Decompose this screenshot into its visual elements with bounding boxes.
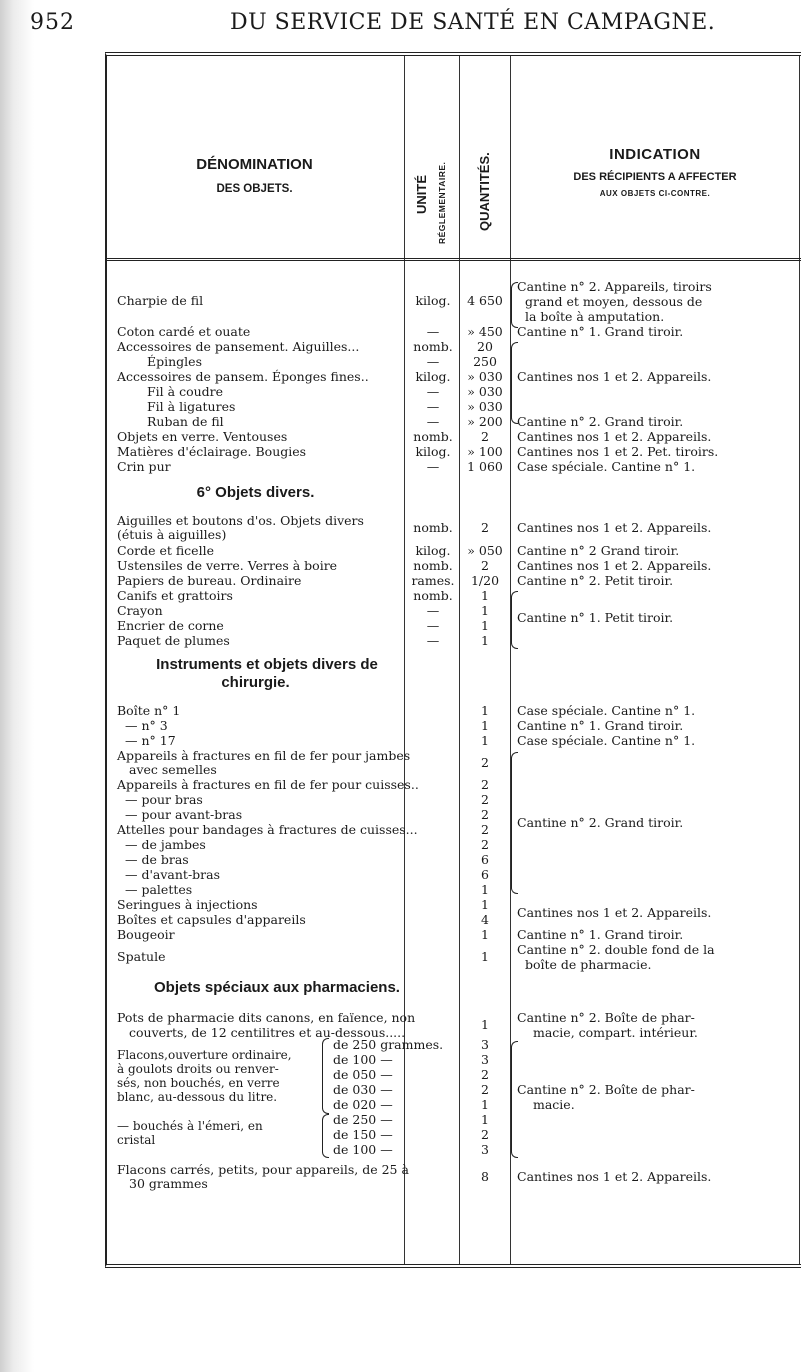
row-qty: » 200 <box>467 414 503 429</box>
row-qty: » 450 <box>467 324 503 339</box>
bouches-label: cristal <box>117 1133 156 1147</box>
row-unit: nomb. <box>413 429 453 444</box>
section-heading-instruments: Instruments et objets divers de <box>156 656 378 673</box>
row-qty: 1/20 <box>470 573 500 588</box>
row-label: Crayon <box>117 603 163 618</box>
flacons-size: de 030 — <box>333 1082 393 1097</box>
flacons-size: de 250 grammes. <box>333 1037 444 1052</box>
row-label: Appareils à fractures en fil de fer pour jambes <box>117 748 411 763</box>
row-qty: 1 <box>481 703 489 718</box>
row-qty: 3 <box>481 1037 489 1052</box>
row-qty: 2 <box>481 1082 489 1097</box>
row-unit: — <box>426 633 440 648</box>
row-unit: kilog. <box>415 293 451 308</box>
row-label: — n° 17 <box>125 733 176 748</box>
row-label: Encrier de corne <box>117 618 224 633</box>
row-indication: Cantine n° 2. Petit tiroir. <box>517 573 674 588</box>
row-label: Attelles pour bandages à fractures de cuisses... <box>117 822 418 837</box>
section-heading-objets-divers: 6° Objets divers. <box>196 484 315 501</box>
flacons-size: de 050 — <box>333 1067 393 1082</box>
row-label: Accessoires de pansement. Aiguilles... <box>117 339 360 354</box>
row-qty: » 050 <box>467 543 503 558</box>
row-indication: Cantine n° 1. Grand tiroir. <box>517 718 684 733</box>
row-qty: 20 <box>477 339 493 354</box>
row-label: Canifs et grattoirs <box>117 588 233 603</box>
row-unit: — <box>426 603 440 618</box>
row-label: Fil à ligatures <box>147 399 236 414</box>
row-indication: Cantines nos 1 et 2. Appareils. <box>517 429 712 444</box>
row-indication: Cantines nos 1 et 2. Appareils. <box>517 1169 712 1184</box>
row-unit: nomb. <box>413 339 453 354</box>
row-indication: Cantine n° 1. Grand tiroir. <box>517 927 684 942</box>
row-label: Boîtes et capsules d'appareils <box>117 912 306 927</box>
row-qty: 1 <box>481 718 489 733</box>
row-unit: nomb. <box>413 520 453 535</box>
row-unit: nomb. <box>413 588 453 603</box>
page-header <box>0 10 801 40</box>
section-heading-pharmaciens: Objets spéciaux aux pharmaciens. <box>154 979 400 996</box>
row-indication: Cantines nos 1 et 2. Appareils. <box>517 520 712 535</box>
row-qty: 1 <box>481 1112 489 1127</box>
row-qty: 1 <box>481 1097 489 1112</box>
row-indication: Cantines nos 1 et 2. Appareils. <box>517 905 712 920</box>
row-qty: » 030 <box>467 384 503 399</box>
row-label: Seringues à injections <box>117 897 258 912</box>
row-label-cont: 30 grammes <box>129 1176 208 1191</box>
row-indication: macie, compart. intérieur. <box>533 1025 698 1040</box>
row-label: — de jambes <box>125 837 206 852</box>
brace <box>511 1041 518 1158</box>
row-qty: » 030 <box>467 369 503 384</box>
row-qty: 2 <box>481 755 489 770</box>
row-qty: 3 <box>481 1142 489 1157</box>
row-unit: — <box>426 414 440 429</box>
flacons-size: de 100 — <box>333 1052 393 1067</box>
row-unit: kilog. <box>415 444 451 459</box>
row-qty: » 030 <box>467 399 503 414</box>
row-qty: 2 <box>481 558 489 573</box>
row-qty: 2 <box>481 520 489 535</box>
row-indication: Cantine n° 2 Grand tiroir. <box>517 543 680 558</box>
row-indication: Cantine n° 2. Grand tiroir. <box>517 414 684 429</box>
column-divider <box>459 56 460 1264</box>
row-qty: 1 <box>481 618 489 633</box>
row-label: Aiguilles et boutons d'os. Objets divers <box>117 513 364 528</box>
row-indication: Cantine n° 2. Grand tiroir. <box>517 815 684 830</box>
row-indication: la boîte à amputation. <box>525 309 665 324</box>
bouches-label: — bouchés à l'émeri, en <box>117 1119 263 1133</box>
row-label: Épingles <box>147 354 202 369</box>
row-indication: Case spéciale. Cantine n° 1. <box>517 703 696 718</box>
page-gutter-shadow <box>0 0 34 1372</box>
bouches-size: de 150 — <box>333 1127 393 1142</box>
brace <box>322 1038 329 1114</box>
row-label: Spatule <box>117 949 166 964</box>
row-label: Ruban de fil <box>147 414 224 429</box>
row-label: Boîte n° 1 <box>117 703 181 718</box>
row-qty: 2 <box>481 807 489 822</box>
row-qty: 4 <box>481 912 489 927</box>
row-unit: — <box>426 459 440 474</box>
row-label: — palettes <box>125 882 193 897</box>
row-unit: kilog. <box>415 369 451 384</box>
row-indication: Cantines nos 1 et 2. Appareils. <box>517 369 712 384</box>
row-qty: 2 <box>481 1127 489 1142</box>
row-qty: 2 <box>481 822 489 837</box>
row-unit: — <box>426 384 440 399</box>
row-unit: — <box>426 324 440 339</box>
header-unite: UNITÉ <box>414 175 429 214</box>
row-label-cont: (étuis à aiguilles) <box>117 527 227 542</box>
row-unit: kilog. <box>415 543 451 558</box>
row-label: Matières d'éclairage. Bougies <box>117 444 307 459</box>
header-quantites: QUANTITÉS. <box>477 152 492 231</box>
row-qty: 1 <box>481 633 489 648</box>
row-label: Flacons carrés, petits, pour appareils, de 25 à <box>117 1162 409 1177</box>
row-indication: grand et moyen, dessous de <box>525 294 703 309</box>
row-label: Ustensiles de verre. Verres à boire <box>117 558 338 573</box>
row-label: — pour bras <box>125 792 203 807</box>
row-qty: 1 060 <box>467 459 503 474</box>
header-indication-line3: AUX OBJETS CI-CONTRE. <box>599 189 711 198</box>
flacons-label: blanc, au-dessous du litre. <box>117 1090 278 1104</box>
row-qty: 4 650 <box>467 293 503 308</box>
row-label: — pour avant-bras <box>125 807 243 822</box>
row-qty: 2 <box>481 429 489 444</box>
row-label: Papiers de bureau. Ordinaire <box>117 573 302 588</box>
row-indication: Case spéciale. Cantine n° 1. <box>517 733 696 748</box>
row-qty: 1 <box>481 927 489 942</box>
row-label: Accessoires de pansem. Éponges fines.. <box>117 369 369 384</box>
brace <box>322 1114 329 1158</box>
row-indication: Cantine n° 2. Appareils, tiroirs <box>517 279 712 294</box>
header-denomination-line1: DÉNOMINATION <box>196 156 313 173</box>
row-qty: 2 <box>481 837 489 852</box>
bouches-size: de 250 — <box>333 1112 393 1127</box>
flacons-label: Flacons,ouverture ordinaire, <box>117 1048 292 1062</box>
row-indication: Cantines nos 1 et 2. Appareils. <box>517 558 712 573</box>
row-qty: 8 <box>481 1169 489 1184</box>
running-title: DU SERVICE DE SANTÉ EN CAMPAGNE. <box>230 10 716 35</box>
row-label-cont: avec semelles <box>129 762 217 777</box>
row-label: Crin pur <box>117 459 171 474</box>
row-indication: Cantine n° 2. Boîte de phar- <box>517 1010 695 1025</box>
row-label: — d'avant-bras <box>125 867 221 882</box>
row-unit: rames. <box>411 573 455 588</box>
row-indication: Cantine n° 1. Grand tiroir. <box>517 324 684 339</box>
row-qty: 1 <box>481 897 489 912</box>
row-label: Charpie de fil <box>117 293 204 308</box>
row-unit: nomb. <box>413 558 453 573</box>
row-label: Coton cardé et ouate <box>117 324 251 339</box>
column-divider <box>799 56 800 1264</box>
row-qty: 2 <box>481 792 489 807</box>
row-qty: 3 <box>481 1052 489 1067</box>
header-denomination-line2: DES OBJETS. <box>216 183 293 195</box>
inventory-table <box>105 52 801 1268</box>
row-qty: 1 <box>481 588 489 603</box>
row-label: Appareils à fractures en fil de fer pour cuisses.. <box>117 777 419 792</box>
section-heading-instruments-cont: chirurgie. <box>221 674 290 691</box>
row-indication: Cantine n° 1. Petit tiroir. <box>517 610 674 625</box>
row-qty: 2 <box>481 777 489 792</box>
flacons-size: de 020 — <box>333 1097 393 1112</box>
row-qty: 1 <box>481 1017 489 1032</box>
header-indication <box>510 146 800 198</box>
row-label: Pots de pharmacie dits canons, en faïence, non <box>117 1010 416 1025</box>
row-qty: 250 <box>473 354 497 369</box>
row-unit: — <box>426 354 440 369</box>
row-qty: 1 <box>481 882 489 897</box>
row-indication: Cantine n° 2. double fond de la <box>517 942 715 957</box>
flacons-label: à goulots droits ou renver- <box>117 1062 279 1076</box>
row-unit: — <box>426 618 440 633</box>
page-number: 952 <box>30 10 75 35</box>
row-indication: Cantine n° 2. Boîte de phar- <box>517 1082 695 1097</box>
row-qty: 1 <box>481 603 489 618</box>
row-qty: 6 <box>481 867 489 882</box>
row-qty: 6 <box>481 852 489 867</box>
header-indication-line1: INDICATION <box>609 146 701 163</box>
header-denomination <box>107 156 402 195</box>
flacons-label: sés, non bouchés, en verre <box>117 1076 280 1090</box>
row-label: — n° 3 <box>125 718 168 733</box>
bouches-size: de 100 — <box>333 1142 393 1157</box>
row-qty: 1 <box>481 733 489 748</box>
header-rule <box>107 258 801 261</box>
header-reglementaire: RÉGLEMENTAIRE. <box>437 161 447 244</box>
header-indication-line2: DES RÉCIPIENTS A AFFECTER <box>573 171 737 183</box>
row-indication: boîte de pharmacie. <box>525 957 652 972</box>
row-qty: 1 <box>481 949 489 964</box>
row-label: Paquet de plumes <box>117 633 230 648</box>
row-indication: Case spéciale. Cantine n° 1. <box>517 459 696 474</box>
row-indication: Cantines nos 1 et 2. Pet. tiroirs. <box>517 444 719 459</box>
row-qty: » 100 <box>467 444 503 459</box>
row-label: Corde et ficelle <box>117 543 214 558</box>
row-label: Fil à coudre <box>147 384 224 399</box>
row-label: — de bras <box>125 852 189 867</box>
row-label: Objets en verre. Ventouses <box>117 429 288 444</box>
row-unit: — <box>426 399 440 414</box>
row-qty: 2 <box>481 1067 489 1082</box>
row-label-cont: couverts, de 12 centilitres et au-dessous..... <box>129 1025 406 1040</box>
row-indication: macie. <box>533 1097 575 1112</box>
row-label: Bougeoir <box>117 927 175 942</box>
